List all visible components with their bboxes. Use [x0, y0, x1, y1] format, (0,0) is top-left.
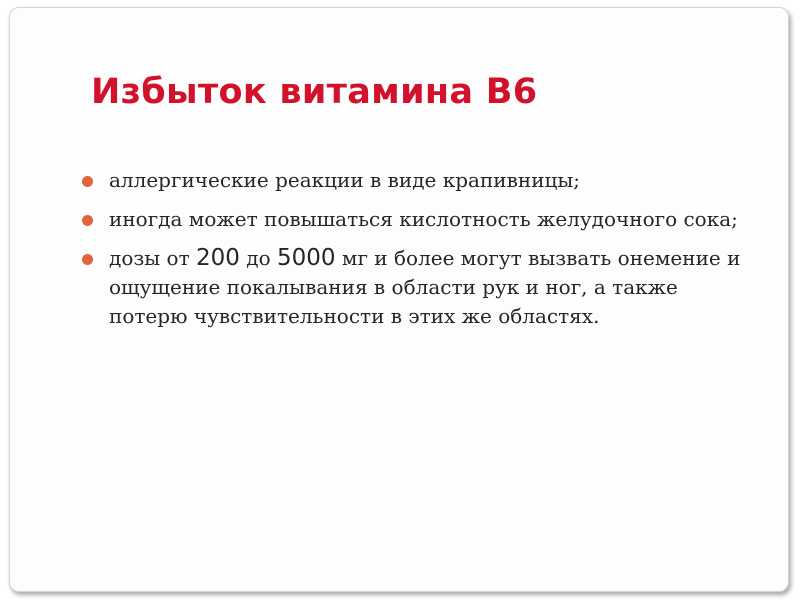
dose-min-value: 200: [196, 245, 240, 271]
bullet-item: [78, 244, 758, 331]
slide-frame: [9, 7, 789, 592]
dose-max-value: 5000: [277, 245, 336, 271]
bullet-item: [78, 205, 758, 234]
bullet-text: иногда может повышаться кислотность желудочного сока;: [109, 207, 738, 231]
bullet-text: аллергические реакции в виде крапивницы;: [109, 168, 581, 192]
bullet-list: [78, 166, 758, 341]
bullet-dot-icon: [82, 176, 93, 187]
bullet-item: [78, 166, 758, 195]
bullet-dot-icon: [82, 215, 93, 226]
bullet-text-before: дозы от: [109, 246, 197, 270]
bullet-text-after: мг и более могут вызвать онемение и ощущение покалывания в области рук и ног, а также потерю чувствительности в этих же областях.: [109, 246, 741, 328]
bullet-text-mid: до: [239, 246, 277, 270]
slide-title: Избыток витамина В6: [91, 72, 538, 112]
bullet-dot-icon: [82, 254, 93, 265]
